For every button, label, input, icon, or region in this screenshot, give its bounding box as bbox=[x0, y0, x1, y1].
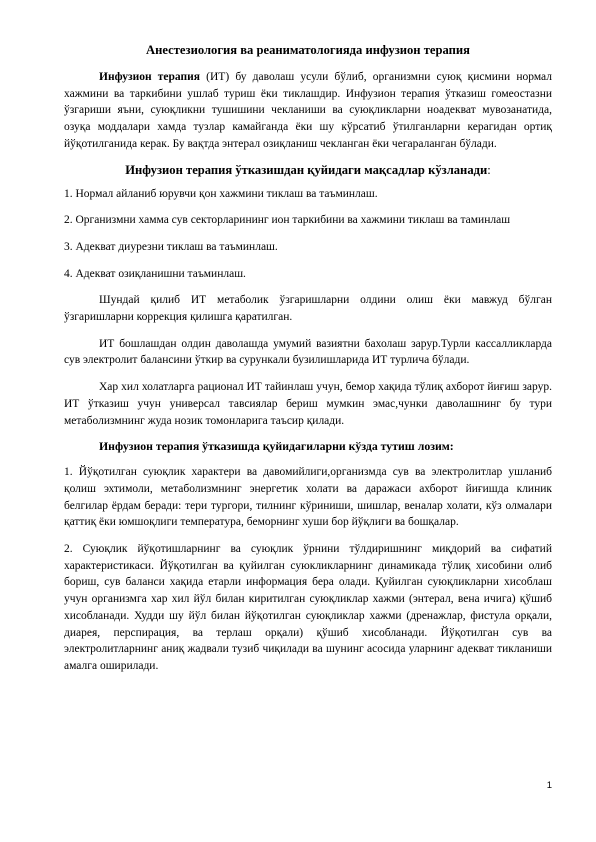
document-title: Анестезиология ва реаниматологияда инфузион терапия bbox=[146, 43, 470, 57]
rule-item: 2. Суюқлик йўқотишларнинг ва суюқлик ўрнини тўлдиришнинг миқдорий ва сифатий характеристикаси. Йўқотилган ва қуйилган суюкликларнинг динамикада тўлиқ хисобини олиб бориш, сув баланси хақида етарли информация бера олади. Қуйилган суюқликларни хисоблаш учун организмга хар хил йўл билан киритилган суюқликлар хажми (энтерал, вена ичига) қўшиб хисобланади. Худди шу йўл билан йўқотилган суюқликлар хажми (дренажлар, фистула орқали, диарея, перспирация, ва терлаш орқали) қўшиб хисобланади. Йўқотилган сув ва электролитларнинг аниқ жадвали тузиб чиқилади ва шунинг асосида уларнинг адекват тикланиши амалга оширилади. bbox=[64, 543, 552, 672]
intro-term: Инфузион терапия bbox=[99, 71, 200, 83]
goals-heading bbox=[64, 163, 552, 178]
rules-heading: Инфузион терапия ўтказишда қуйидагиларни кўзда тутиш лозим: bbox=[99, 439, 454, 454]
goal-item: 2. Организмни хамма сув секторларининг ион таркибини ва хажмини тиклаш ва таминлаш bbox=[64, 214, 511, 227]
document-page bbox=[64, 43, 552, 675]
goal-item: 4. Адекват озиқланишни таъминлаш. bbox=[64, 267, 246, 280]
intro-paragraph bbox=[64, 69, 552, 153]
goals-heading-colon: : bbox=[487, 162, 491, 177]
body-paragraph: ИТ бошлашдан олдин даволашда умумий вазиятни бахолаш зарур.Турли кассалликларда сув электролит балансини ўткир ва сурункали бузилишларида ИТ турлича бўлади. bbox=[64, 337, 552, 367]
page-number: 1 bbox=[546, 780, 552, 791]
goal-item: 1. Нормал айланиб юрувчи қон хажмини тиклаш ва таъминлаш. bbox=[64, 187, 378, 200]
body-paragraph: Хар хил холатларга рационал ИТ тайинлаш учун, бемор хақида тўлиқ ахборот йиғиш зарур. ИТ ўтказиш учун универсал тавсиялар бериш мумкин эмас,чунки даволашнинг бу тури метаболизмнинг жуда нозик томонларига таъсир қилади. bbox=[64, 381, 552, 427]
goals-heading-text: Инфузион терапия ўтказишдан қуйидаги мақсадлар кўзланади bbox=[125, 162, 488, 177]
rule-item: 1. Йўқотилган суюқлик характери ва давомийлиги,организмда сув ва электролитлар ушланиб қолиш эхтимоли, метаболизмнинг энергетик холати ва даражаси ахборот йиғишда клиник белгилар ёрдам беради: тери тургори, тилнинг кўриниши, шишлар, веналар холати, кўз олмалари қаттиқ ёки юмшоқлиги температура, беморнинг хуши бор йўқлиги ва бошқалар. bbox=[64, 466, 552, 529]
body-paragraph: Шундай қилиб ИТ метаболик ўзгаришларни олдини олиш ёки мавжуд бўлган ўзгаришларни коррекция қилишга қаратилган. bbox=[64, 294, 552, 324]
intro-text: (ИТ) бу даволаш усули бўлиб, организмни суюқ қисмини нормал хажмини ва таркибини ушлаб туриш ёки тиклашдир. Инфузион терапия ўтказиш гомеостазни ўзгариши яъни, суюқликни тушишини чекланиши ва суюқликларни ноадекват мувозанатида, озуқа моддалари хамда тузлар камайганда ёки шу кўрсатиб ўтилганларни керагидан ортиқ йўқотилганида керак. Бу вақтда энтерал озиқланиш чекланган ёки чегараланган бўлади. bbox=[64, 71, 552, 150]
goal-item: 3. Адекват диурезни тиклаш ва таъминлаш. bbox=[64, 240, 278, 253]
